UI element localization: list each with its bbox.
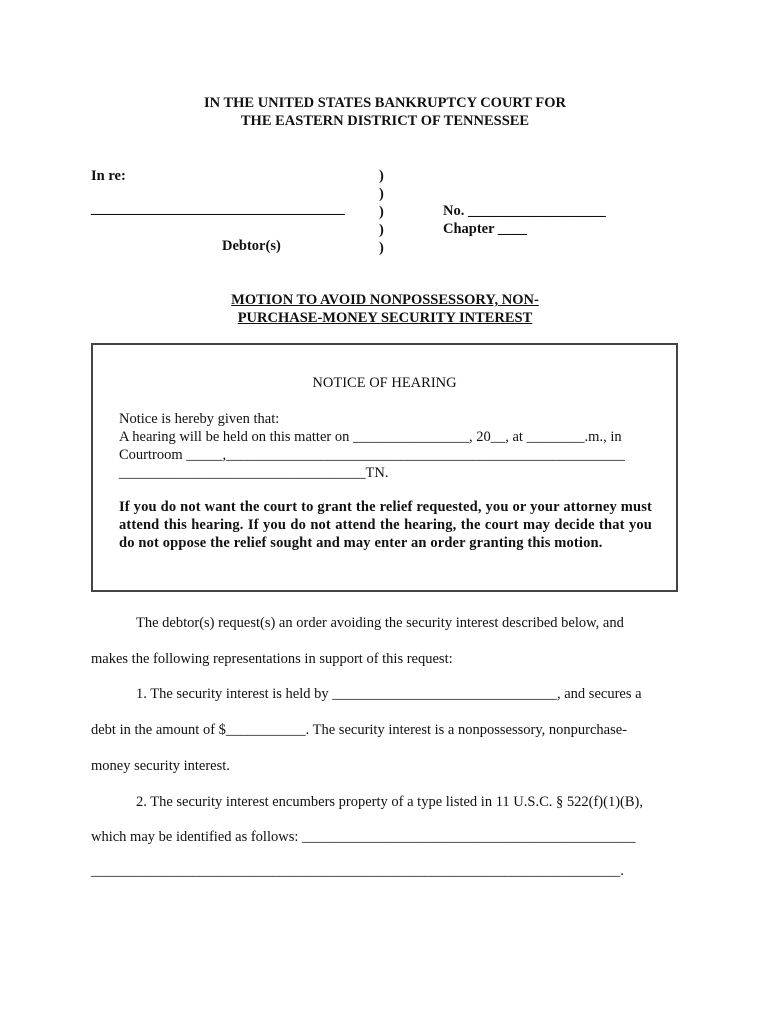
caption-paren: ) [379, 240, 384, 256]
court-name-line2: THE EASTERN DISTRICT OF TENNESSEE [240, 113, 530, 129]
paragraph-2-text: which may be identified as follows: ______________________________________________ [91, 829, 636, 845]
paragraph-2-text: _________________________________________________________________________. [91, 863, 624, 879]
paragraph-1-text: debt in the amount of $___________. The security interest is a nonpossessory, nonpurchase- [91, 722, 627, 738]
hearing-date-line: A hearing will be held on this matter on ________________, 20__, at ________.m., in [119, 429, 622, 445]
caption-paren: ) [379, 168, 384, 184]
caption-paren: ) [379, 186, 384, 202]
paragraph-1-text: 1. The security interest is held by _______________________________, and secures a [136, 686, 642, 702]
in-re-label: In re: [91, 168, 126, 184]
debtor-name-line: ___________________________________ [91, 201, 345, 217]
caption-paren: ) [379, 222, 384, 238]
caption-paren: ) [379, 204, 384, 220]
notice-line: Notice is hereby given that: [119, 411, 280, 427]
location-line: __________________________________TN. [119, 465, 389, 481]
hearing-warning: If you do not want the court to grant the relief requested, you or your attorney must attend this hearing. If you do not attend the hearing, the court may decide that you do not oppose the relief sought and may enter an order granting this motion. [119, 499, 652, 551]
chapter-field: Chapter ____ [443, 221, 527, 237]
motion-title-line1: MOTION TO AVOID NONPOSSESSORY, NON- [231, 292, 539, 308]
notice-heading: NOTICE OF HEARING [312, 375, 457, 391]
intro-text: makes the following representations in support of this request: [91, 651, 453, 667]
case-number-field: No. ___________________ [443, 203, 606, 219]
intro-text: The debtor(s) request(s) an order avoiding the security interest described below, and [136, 615, 624, 631]
court-name-line1: IN THE UNITED STATES BANKRUPTCY COURT FOR [203, 95, 567, 111]
debtor-label: Debtor(s) [222, 238, 281, 254]
paragraph-1-text: money security interest. [91, 758, 230, 774]
courtroom-line: Courtroom _____,_______________________________________________________ [119, 447, 625, 463]
motion-title-line2: PURCHASE-MONEY SECURITY INTEREST [237, 310, 533, 326]
paragraph-2-text: 2. The security interest encumbers property of a type listed in 11 U.S.C. § 522(f)(1)(B), [136, 794, 643, 810]
